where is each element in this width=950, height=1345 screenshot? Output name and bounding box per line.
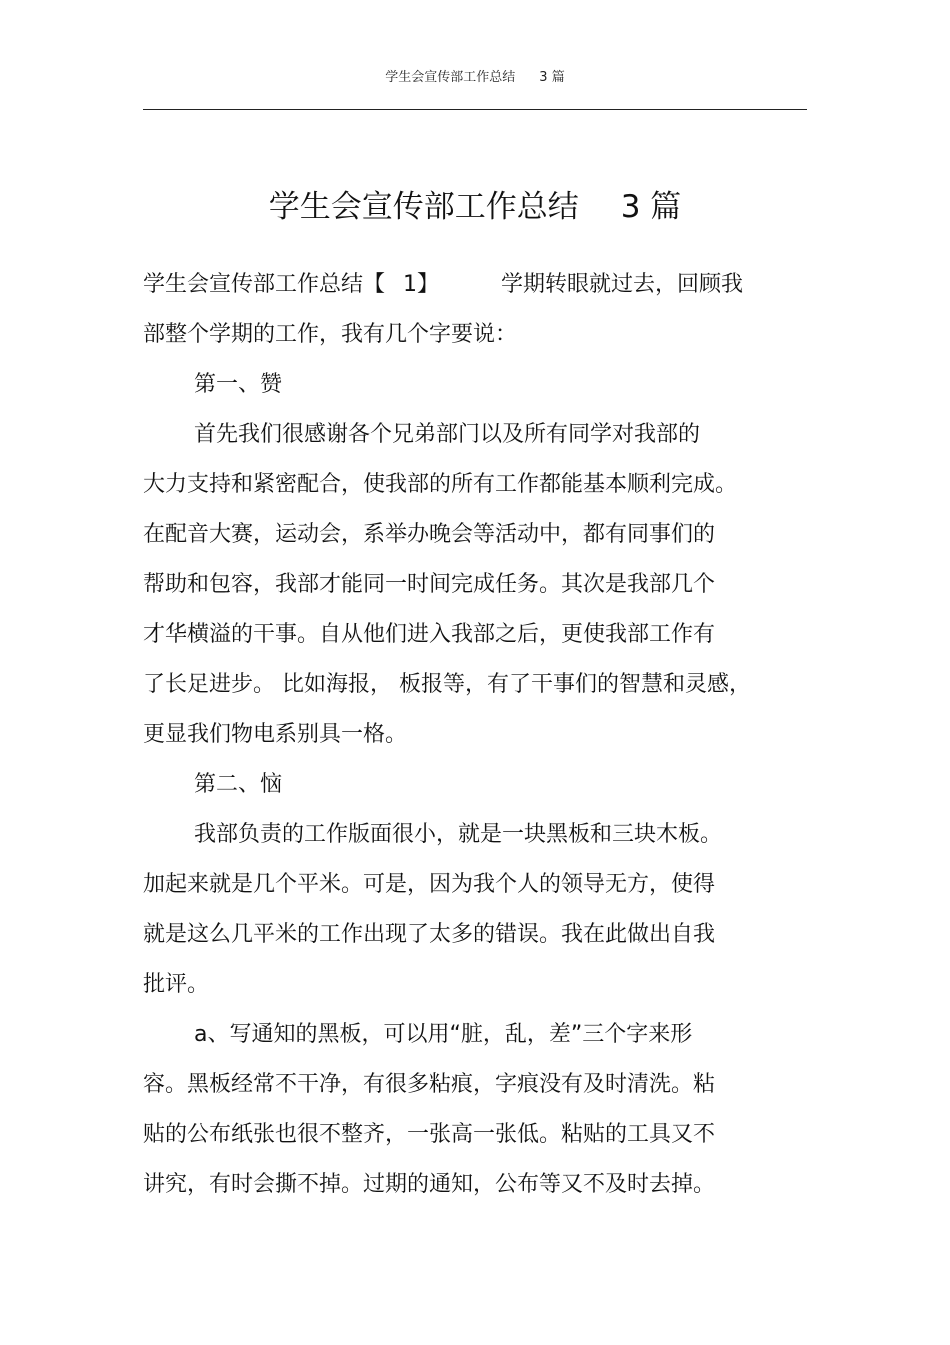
running-header	[0, 68, 950, 88]
document-title-text: 学生会宣传部工作总结	[268, 189, 579, 225]
paragraph-line: 更显我们物电系别具一格。	[143, 722, 408, 747]
intro-number: 1】	[403, 272, 440, 297]
intro-label: 学生会宣传部工作总结【	[143, 272, 386, 297]
header-divider	[143, 109, 807, 110]
document-title-number: 3 篇	[620, 189, 682, 225]
paragraph-line: 在配音大赛，运动会，系举办晚会等活动中，都有同事们的	[143, 522, 716, 547]
paragraph-line: 我部负责的工作版面很小，就是一块黑板和三块木板。	[194, 822, 723, 847]
paragraph-line: 才华横溢的干事。自从他们进入我部之后，更使我部工作有	[143, 622, 716, 647]
paragraph-line: 帮助和包容，我部才能同一时间完成任务。其次是我部几个	[143, 572, 716, 597]
section-heading-worry: 第二、恼	[194, 772, 283, 797]
intro-line	[143, 270, 743, 300]
paragraph-line: 大力支持和紧密配合，使我部的所有工作都能基本顺利完成。	[143, 472, 738, 497]
paragraph-line: 讲究，有时会撕不掉。过期的通知，公布等又不及时去掉。	[143, 1172, 716, 1197]
running-header-text: 学生会宣传部工作总结	[385, 70, 516, 85]
paragraph-line: a、写通知的黑板，可以用“脏，乱，差”三个字来形	[194, 1022, 693, 1047]
document-title	[0, 185, 950, 229]
running-header-number: 3 篇	[539, 70, 565, 85]
paragraph-line: 加起来就是几个平米。可是，因为我个人的领导无方，使得	[143, 872, 716, 897]
paragraph-line: 批评。	[143, 972, 210, 997]
intro-text: 学期转眼就过去，回顾我	[501, 272, 744, 297]
paragraph-line: 就是这么几平米的工作出现了太多的错误。我在此做出自我	[143, 922, 716, 947]
paragraph-line: 了长足进步。 比如海报， 板报等，有了干事们的智慧和灵感，	[143, 672, 751, 697]
paragraph-line: 容。黑板经常不干净，有很多粘痕，字痕没有及时清洗。粘	[143, 1072, 716, 1097]
paragraph-line: 贴的公布纸张也很不整齐，一张高一张低。粘贴的工具又不	[143, 1122, 716, 1147]
paragraph-line: 首先我们很感谢各个兄弟部门以及所有同学对我部的	[194, 422, 701, 447]
paragraph-line: 部整个学期的工作，我有几个字要说：	[143, 322, 518, 347]
section-heading-praise: 第一、赞	[194, 372, 283, 397]
